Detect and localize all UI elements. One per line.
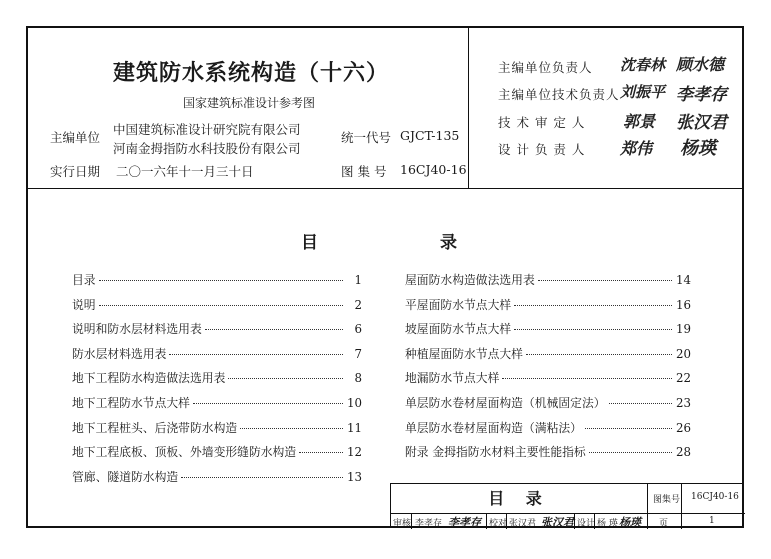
toc-entry[interactable] — [405, 443, 691, 468]
responsible-role: 主编单位负责人 — [498, 60, 593, 75]
code-value: GJCT-135 — [400, 128, 460, 143]
toc-entry-title: 平屋面防水节点大样 — [405, 297, 512, 312]
toc-entry-title: 目录 — [72, 273, 96, 287]
editor-unit-1: 中国建筑标准设计研究院有限公司 — [113, 122, 301, 137]
dot-leader — [99, 305, 343, 306]
header-divider — [28, 188, 742, 189]
title-block-divider — [681, 484, 682, 529]
reviewer-name: 李孝存 — [415, 519, 443, 529]
designer-name: 杨 瑛 — [597, 519, 618, 529]
toc-entry-page: 8 — [354, 371, 362, 386]
dot-leader — [193, 403, 343, 404]
toc-entry-page: 12 — [346, 445, 362, 460]
toc-right-column — [405, 271, 691, 468]
toc-entry-title: 单层防水卷材屋面构造（满粘法） — [405, 420, 582, 435]
drawing-sheet — [26, 26, 744, 528]
designer-signature: 杨瑛 — [619, 516, 641, 529]
toc-entry[interactable] — [72, 345, 362, 370]
title-block-atlas-value: 16CJ40-16 — [691, 492, 739, 502]
toc-entry-page: 2 — [354, 297, 362, 312]
signature: 杨瑛 — [680, 138, 716, 159]
dot-leader — [299, 452, 343, 453]
title-block-divider — [486, 513, 487, 529]
toc-entry-title: 防水层材料选用表 — [72, 346, 167, 361]
toc-entry-page: 7 — [354, 346, 362, 361]
toc-entry-title: 附录 金拇指防水材料主要性能指标 — [405, 445, 586, 460]
toc-entry-page: 11 — [346, 420, 362, 435]
dot-leader — [589, 452, 672, 453]
toc-entry[interactable] — [72, 369, 362, 394]
checker-name: 张汉君 — [509, 519, 537, 529]
responsible-role: 设 计 负 责 人 — [498, 142, 586, 157]
toc-heading-right: 录 — [440, 233, 457, 253]
toc-entry-title: 地下工程防水构造做法选用表 — [72, 371, 226, 386]
toc-entry-page: 6 — [354, 322, 362, 337]
dot-leader — [205, 329, 343, 330]
dot-leader — [169, 354, 343, 355]
toc-entry-title: 说明 — [72, 297, 96, 312]
toc-entry-title: 坡屋面防水节点大样 — [405, 322, 512, 337]
dot-leader — [585, 428, 672, 429]
toc-entry-page: 1 — [354, 273, 362, 287]
title-block-divider — [594, 513, 595, 529]
date-value: 二〇一六年十一月三十日 — [116, 164, 254, 179]
toc-entry-page: 16 — [675, 297, 691, 312]
signature: 郭景 — [623, 112, 656, 131]
signature: 郑伟 — [620, 139, 653, 158]
toc-entry-page: 14 — [675, 273, 691, 287]
toc-entry[interactable] — [405, 271, 691, 296]
toc-entry-title: 说明和防水层材料选用表 — [72, 322, 202, 337]
page-label: 页 — [659, 519, 669, 529]
toc-entry[interactable] — [72, 419, 362, 444]
toc-entry-page: 23 — [675, 395, 691, 410]
toc-entry-page: 10 — [346, 395, 362, 410]
design-label: 设计 — [577, 519, 596, 529]
toc-entry[interactable] — [405, 296, 691, 321]
dot-leader — [538, 280, 672, 281]
responsible-role: 主编单位技术负责人 — [498, 87, 620, 102]
toc-entry[interactable] — [405, 369, 691, 394]
toc-entry[interactable] — [405, 394, 691, 419]
document-title: 建筑防水系统构造（十六） — [112, 61, 389, 86]
toc-entry-page: 13 — [346, 469, 362, 484]
page-number: 1 — [709, 516, 715, 526]
toc-entry-title: 地下工程防水节点大样 — [72, 395, 190, 410]
editor-label: 主编单位 — [50, 130, 101, 145]
toc-entry-page: 28 — [675, 445, 691, 460]
toc-entry-title: 管廊、隧道防水构造 — [72, 469, 179, 484]
toc-left-column — [72, 271, 362, 492]
checker-signature: 张汉君 — [541, 516, 574, 529]
toc-entry-title: 地下工程桩头、后浇带防水构造 — [72, 420, 238, 435]
dot-leader — [228, 378, 343, 379]
dot-leader — [526, 354, 672, 355]
toc-entry-title: 地下工程底板、顶板、外墙变形缝防水构造 — [72, 445, 297, 460]
toc-entry-page: 22 — [675, 371, 691, 386]
title-block-atlas-label: 图集号 — [653, 495, 681, 505]
dot-leader — [181, 477, 343, 478]
dot-leader — [99, 280, 343, 281]
signature: 沈春林 — [620, 56, 666, 74]
toc-heading-left: 目 — [301, 233, 318, 253]
toc-entry[interactable] — [72, 296, 362, 321]
toc-entry[interactable] — [72, 443, 362, 468]
title-block — [390, 483, 744, 528]
toc-entry[interactable] — [72, 394, 362, 419]
toc-entry-page: 26 — [675, 420, 691, 435]
reviewer-signature: 李孝存 — [448, 516, 481, 529]
dot-leader — [240, 428, 343, 429]
signature: 顾水德 — [676, 55, 725, 74]
toc-entry-title: 种植屋面防水节点大样 — [405, 346, 523, 361]
review-label: 审核 — [393, 519, 412, 529]
check-label: 校对 — [489, 519, 508, 529]
dot-leader — [514, 329, 672, 330]
toc-entry[interactable] — [405, 419, 691, 444]
code-label: 统一代号 — [341, 130, 392, 145]
title-block-divider — [411, 513, 412, 529]
signature: 张汉君 — [676, 113, 727, 133]
header-vertical-divider — [468, 28, 469, 188]
dot-leader — [502, 378, 672, 379]
signature: 刘振平 — [620, 83, 666, 101]
toc-entry-title: 单层防水卷材屋面构造（机械固定法） — [405, 395, 606, 410]
toc-entry[interactable] — [72, 468, 362, 493]
toc-entry[interactable] — [405, 345, 691, 370]
toc-entry[interactable] — [405, 320, 691, 345]
atlas-label: 图 集 号 — [341, 164, 387, 179]
toc-entry-title: 屋面防水构造做法选用表 — [405, 273, 535, 287]
toc-entry[interactable] — [72, 320, 362, 345]
responsible-role: 技 术 审 定 人 — [498, 115, 586, 130]
atlas-value: 16CJ40-16 — [400, 162, 467, 177]
dot-leader — [514, 305, 672, 306]
toc-entry[interactable] — [72, 271, 362, 296]
toc-entry-page: 20 — [675, 346, 691, 361]
title-block-divider — [506, 513, 507, 529]
dot-leader — [609, 403, 672, 404]
document-subtitle: 国家建筑标准设计参考图 — [183, 96, 316, 110]
toc-entry-page: 19 — [675, 322, 691, 337]
title-block-main-title: 目 录 — [488, 489, 550, 508]
title-block-divider — [647, 484, 648, 529]
signature: 李孝存 — [676, 85, 727, 105]
title-block-divider — [574, 513, 575, 529]
toc-entry-title: 地漏防水节点大样 — [405, 371, 500, 386]
editor-unit-2: 河南金拇指防水科技股份有限公司 — [113, 141, 301, 156]
date-label: 实行日期 — [50, 164, 101, 179]
